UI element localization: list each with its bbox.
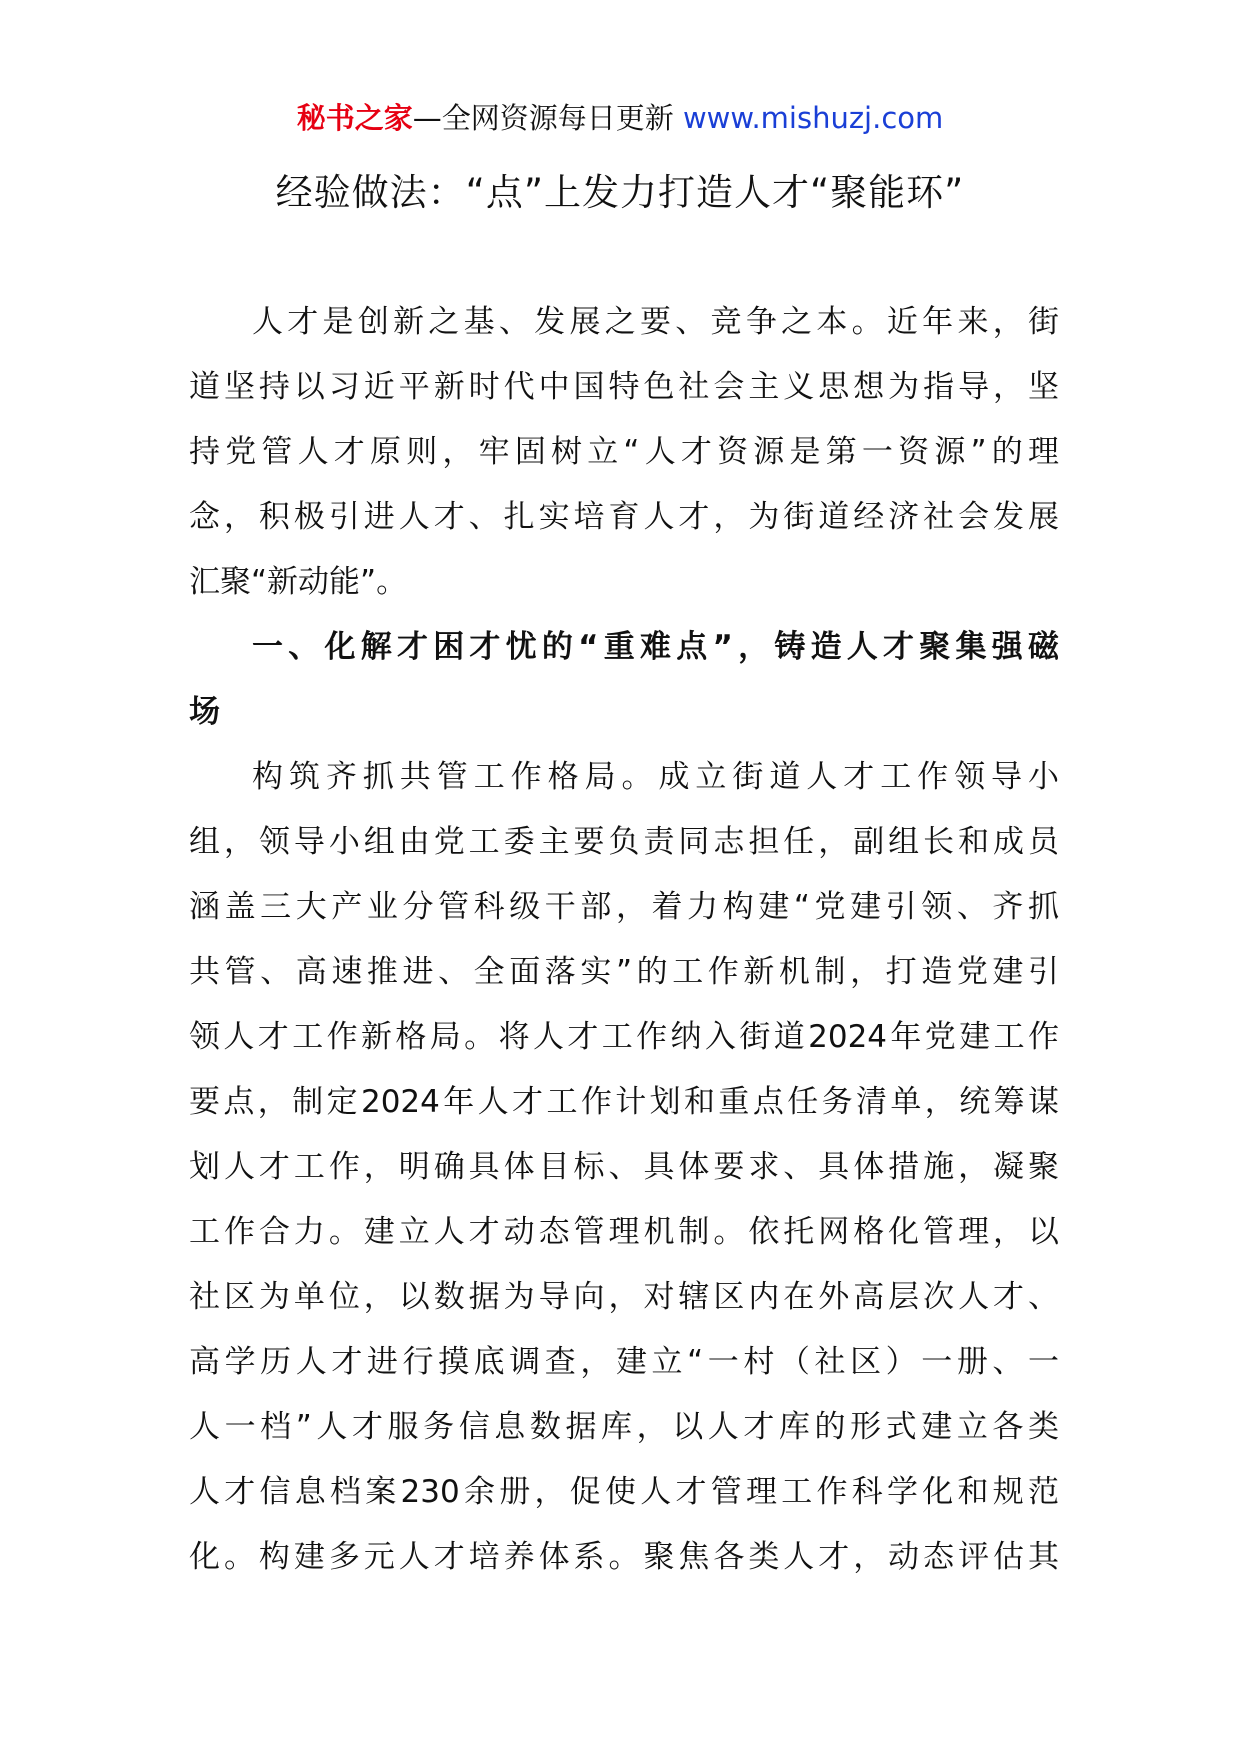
paragraph-line: 共管、高速推进、全面落实”的工作新机制，打造党建引 [189,954,1059,990]
site-brand: 秘书之家 [296,101,413,135]
paragraph-line: 组，领导小组由党工委主要负责同志担任，副组长和成员 [189,824,1059,860]
paragraph-line: 涵盖三大产业分管科级干部，着力构建“党建引领、齐抓 [189,889,1059,925]
paragraph-line: 高学历人才进行摸底调查，建立“一村（社区）一册、一 [189,1344,1059,1380]
paragraph-line: 念，积极引进人才、扎实培育人才，为街道经济社会发展 [189,499,1059,535]
paragraph-line: 化。构建多元人才培养体系。聚焦各类人才，动态评估其 [189,1539,1059,1575]
document-title: 经验做法：“点”上发力打造人才“聚能环” [275,171,965,214]
section-heading-line: 场 [189,694,220,730]
paragraph-line: 人一档”人才服务信息数据库，以人才库的形式建立各类 [189,1409,1059,1445]
site-header [0,98,1240,138]
site-url-link[interactable]: www.mishuzj.com [682,101,944,135]
paragraph-line: 人才信息档案230余册，促使人才管理工作科学化和规范 [189,1474,1059,1510]
site-tagline: —全网资源每日更新 [412,101,683,135]
paragraph-line: 工作合力。建立人才动态管理机制。依托网格化管理，以 [189,1214,1059,1250]
paragraph-line: 人才是创新之基、发展之要、竞争之本。近年来，街 [252,304,1059,340]
paragraph-line: 汇聚“新动能”。 [189,564,408,600]
paragraph-line: 构筑齐抓共管工作格局。成立街道人才工作领导小 [252,759,1059,795]
paragraph-line: 社区为单位，以数据为导向，对辖区内在外高层次人才、 [189,1279,1059,1315]
paragraph-line: 领人才工作新格局。将人才工作纳入街道2024年党建工作 [189,1019,1059,1055]
paragraph-line: 持党管人才原则，牢固树立“人才资源是第一资源”的理 [189,434,1059,470]
paragraph-line: 要点，制定2024年人才工作计划和重点任务清单，统筹谋 [189,1084,1059,1120]
document-body [189,290,1059,1590]
paragraph-line: 划人才工作，明确具体目标、具体要求、具体措施，凝聚 [189,1149,1059,1185]
section-heading-line: 一、化解才困才忧的“重难点”，铸造人才聚集强磁 [252,629,1059,665]
paragraph-line: 道坚持以习近平新时代中国特色社会主义思想为指导，坚 [189,369,1059,405]
